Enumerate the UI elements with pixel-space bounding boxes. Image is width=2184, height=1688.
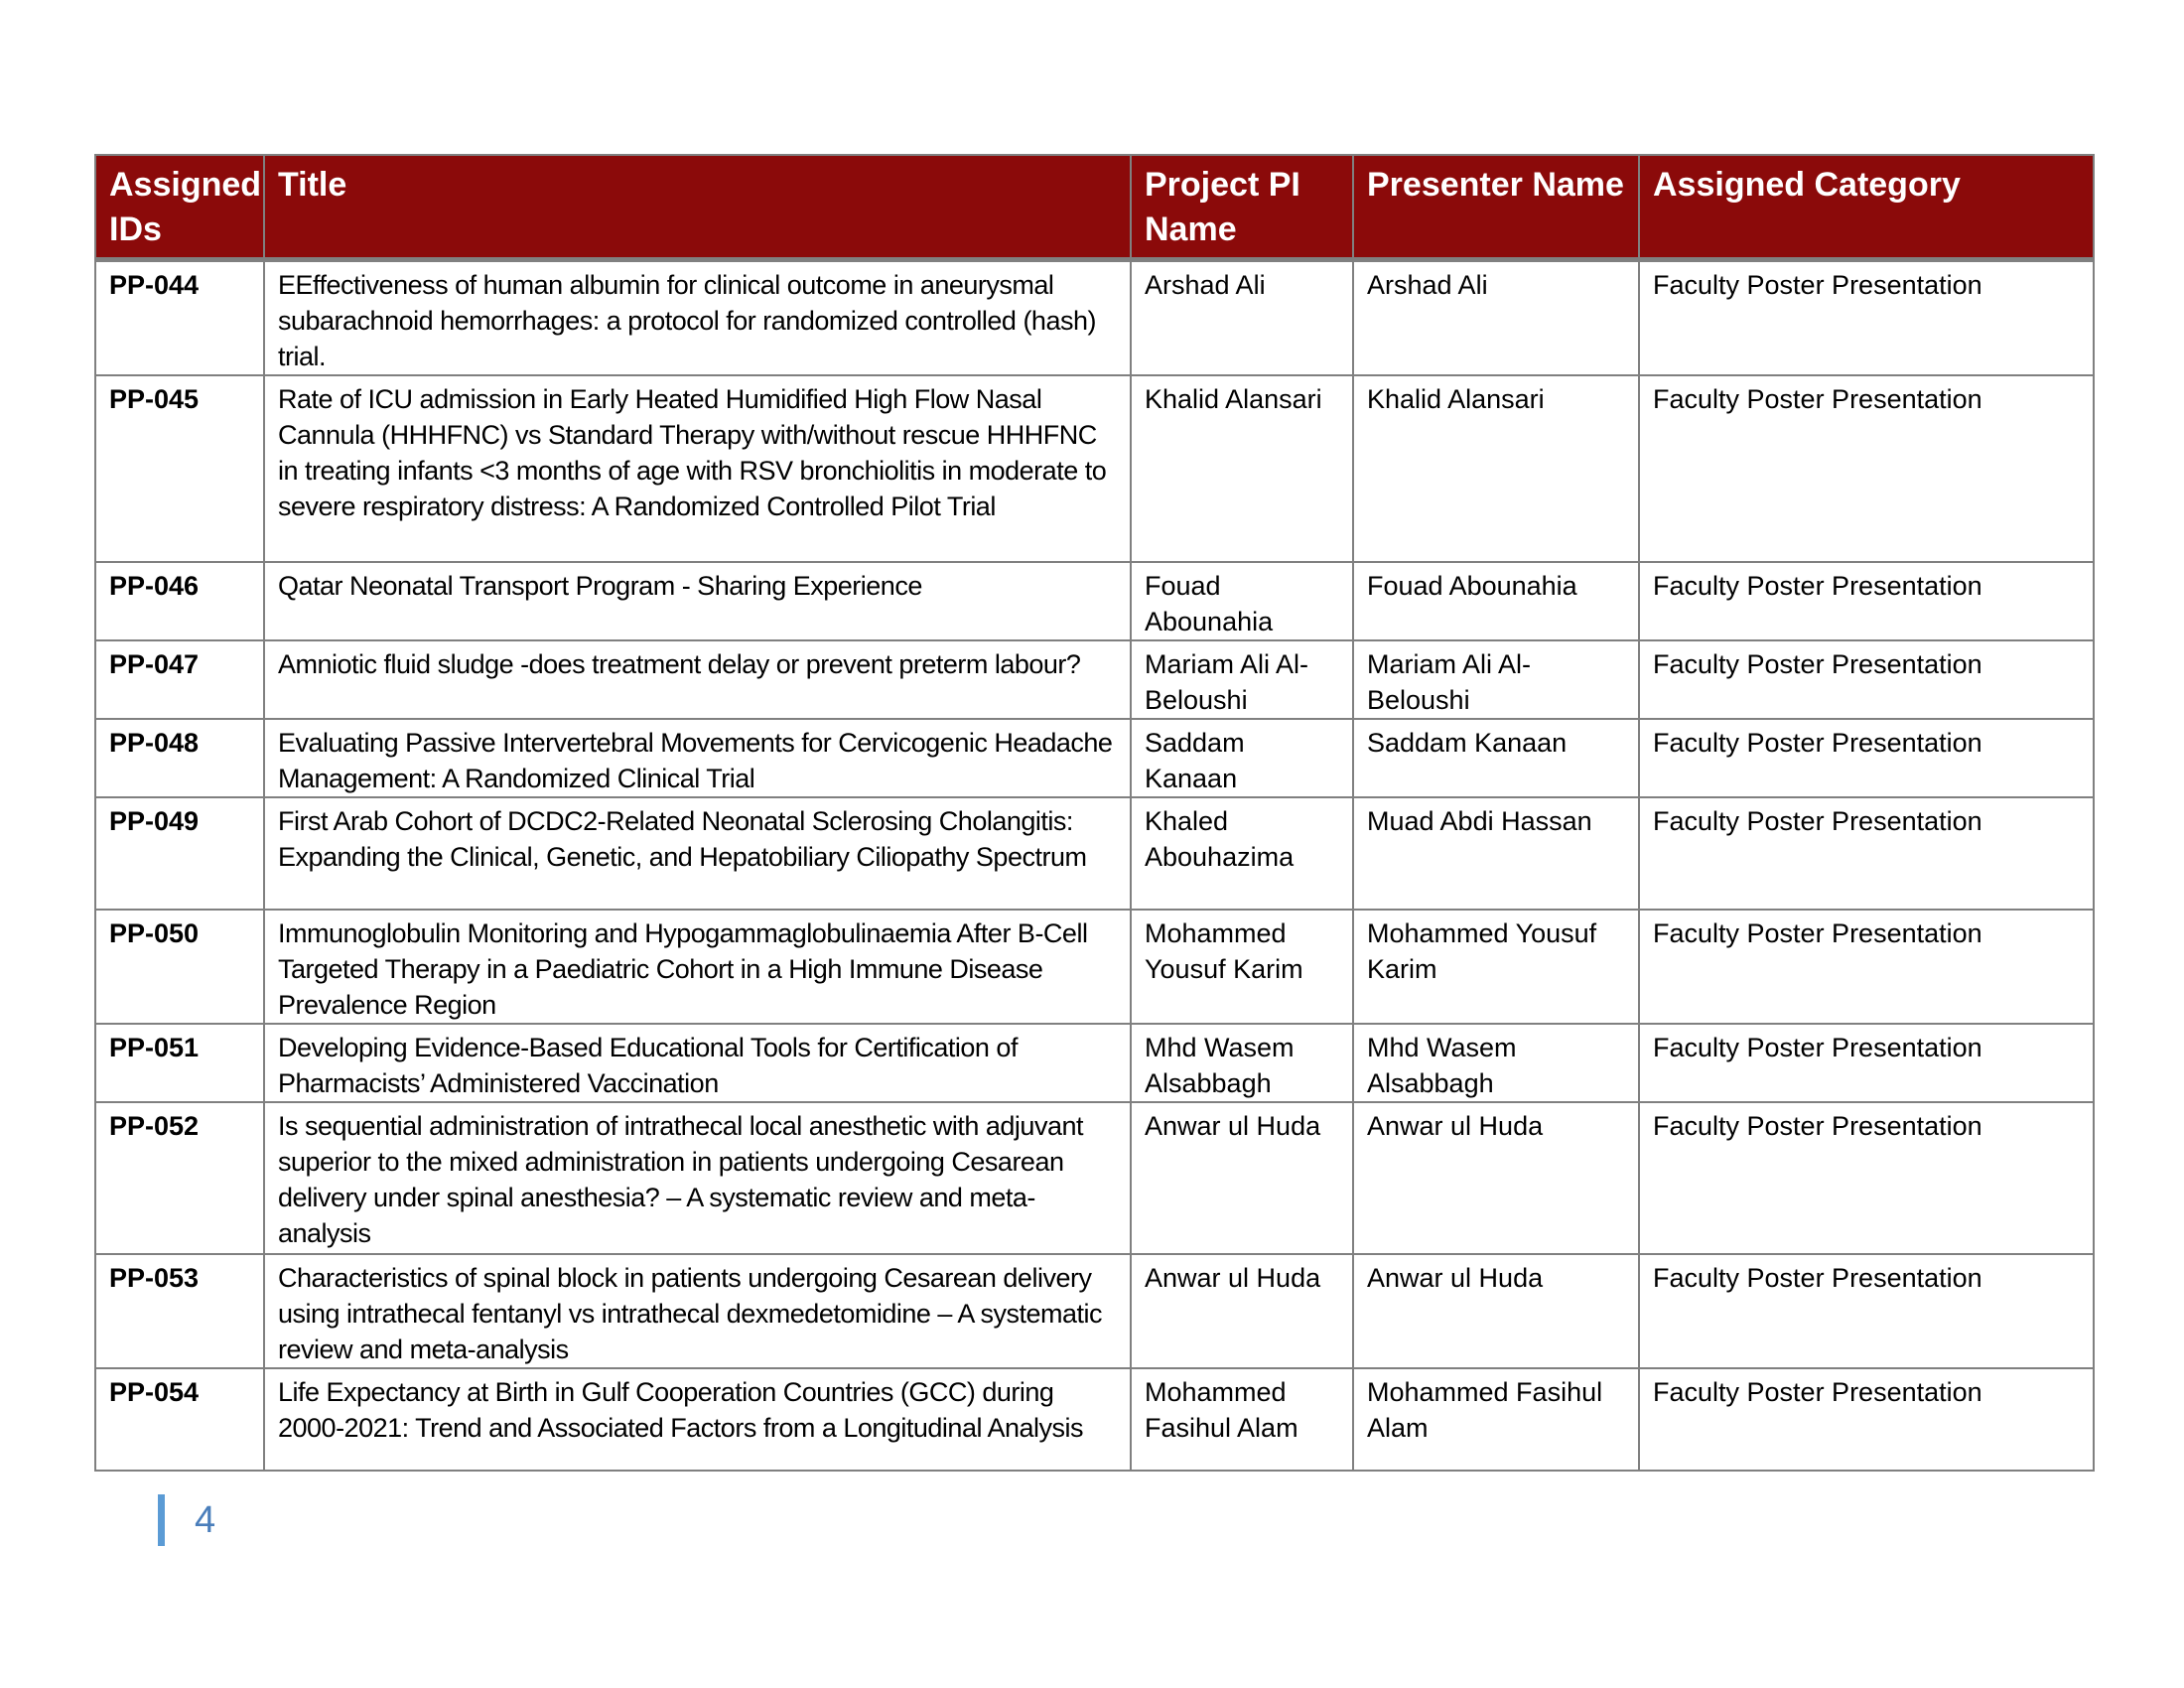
presenter-cell: Mhd Wasem Alsabbagh <box>1353 1024 1639 1102</box>
project-pi-cell: Mhd Wasem Alsabbagh <box>1131 1024 1353 1102</box>
title-cell: Life Expectancy at Birth in Gulf Cooperation Countries (GCC) during 2000-2021: Trend and Associated Factors from a Longitudinal Analysis <box>264 1368 1131 1471</box>
project-pi-cell: Arshad Ali <box>1131 260 1353 376</box>
assigned-id-cell: PP-047 <box>95 640 264 719</box>
category-cell: Faculty Poster Presentation <box>1639 375 2094 562</box>
assigned-id-cell: PP-044 <box>95 260 264 376</box>
project-pi-cell: Fouad Abounahia <box>1131 562 1353 640</box>
project-pi-cell: Mohammed Fasihul Alam <box>1131 1368 1353 1471</box>
column-header-assigned-category: Assigned Category <box>1639 155 2094 260</box>
assigned-id-cell: PP-051 <box>95 1024 264 1102</box>
category-cell: Faculty Poster Presentation <box>1639 260 2094 376</box>
project-pi-cell: Mariam Ali Al-Beloushi <box>1131 640 1353 719</box>
presenter-cell: Mariam Ali Al-Beloushi <box>1353 640 1639 719</box>
presenter-cell: Anwar ul Huda <box>1353 1254 1639 1368</box>
assigned-id-cell: PP-045 <box>95 375 264 562</box>
assigned-id-cell: PP-054 <box>95 1368 264 1471</box>
project-pi-cell: Anwar ul Huda <box>1131 1102 1353 1254</box>
assigned-id-cell: PP-050 <box>95 910 264 1024</box>
presenter-cell: Anwar ul Huda <box>1353 1102 1639 1254</box>
column-header-presenter-name: Presenter Name <box>1353 155 1639 260</box>
title-cell: Immunoglobulin Monitoring and Hypogammaglobulinaemia After B-Cell Targeted Therapy in a Paediatric Cohort in a High Immune Disease Prevalence Region <box>264 910 1131 1024</box>
category-cell: Faculty Poster Presentation <box>1639 1254 2094 1368</box>
table-row <box>95 375 2094 562</box>
table-row <box>95 260 2094 376</box>
project-pi-cell: Mohammed Yousuf Karim <box>1131 910 1353 1024</box>
category-cell: Faculty Poster Presentation <box>1639 797 2094 910</box>
presenter-cell: Muad Abdi Hassan <box>1353 797 1639 910</box>
project-pi-cell: Khaled Abouhazima <box>1131 797 1353 910</box>
column-header-assigned-ids: Assigned IDs <box>95 155 264 260</box>
presenter-cell: Khalid Alansari <box>1353 375 1639 562</box>
presenter-cell: Mohammed Fasihul Alam <box>1353 1368 1639 1471</box>
category-cell: Faculty Poster Presentation <box>1639 1368 2094 1471</box>
assigned-id-cell: PP-052 <box>95 1102 264 1254</box>
presenter-cell: Mohammed Yousuf Karim <box>1353 910 1639 1024</box>
column-header-project-pi-name: Project PI Name <box>1131 155 1353 260</box>
title-cell: Amniotic fluid sludge -does treatment delay or prevent preterm labour? <box>264 640 1131 719</box>
project-pi-cell: Saddam Kanaan <box>1131 719 1353 797</box>
table-row <box>95 1024 2094 1102</box>
title-cell: Characteristics of spinal block in patients undergoing Cesarean delivery using intrathecal fentanyl vs intrathecal dexmedetomidine – A systematic review and meta-analysis <box>264 1254 1131 1368</box>
presentation-schedule-table <box>94 154 2095 1472</box>
table-header-row <box>95 155 2094 260</box>
title-cell: Is sequential administration of intrathecal local anesthetic with adjuvant superior to the mixed administration in patients undergoing Cesarean delivery under spinal anesthesia? – A systematic review and meta-analysis <box>264 1102 1131 1254</box>
table-row <box>95 797 2094 910</box>
project-pi-cell: Khalid Alansari <box>1131 375 1353 562</box>
title-cell: Developing Evidence-Based Educational Tools for Certification of Pharmacists’ Administered Vaccination <box>264 1024 1131 1102</box>
category-cell: Faculty Poster Presentation <box>1639 640 2094 719</box>
presenter-cell: Fouad Abounahia <box>1353 562 1639 640</box>
footer-accent-bar <box>158 1494 165 1546</box>
table-row <box>95 1368 2094 1471</box>
assigned-id-cell: PP-048 <box>95 719 264 797</box>
presenter-cell: Saddam Kanaan <box>1353 719 1639 797</box>
assigned-id-cell: PP-053 <box>95 1254 264 1368</box>
assigned-id-cell: PP-046 <box>95 562 264 640</box>
table-row <box>95 719 2094 797</box>
title-cell: Qatar Neonatal Transport Program - Sharing Experience <box>264 562 1131 640</box>
category-cell: Faculty Poster Presentation <box>1639 1024 2094 1102</box>
table-row <box>95 640 2094 719</box>
category-cell: Faculty Poster Presentation <box>1639 719 2094 797</box>
table-row <box>95 562 2094 640</box>
title-cell: First Arab Cohort of DCDC2-Related Neonatal Sclerosing Cholangitis: Expanding the Clinical, Genetic, and Hepatobiliary Ciliopathy Spectrum <box>264 797 1131 910</box>
title-cell: Rate of ICU admission in Early Heated Humidified High Flow Nasal Cannula (HHHFNC) vs Standard Therapy with/without rescue HHHFNC in treating infants <3 months of age with RSV bronchiolitis in moderate to severe respiratory distress: A Randomized Controlled Pilot Trial <box>264 375 1131 562</box>
category-cell: Faculty Poster Presentation <box>1639 562 2094 640</box>
page-footer <box>158 1494 215 1546</box>
category-cell: Faculty Poster Presentation <box>1639 1102 2094 1254</box>
assigned-id-cell: PP-049 <box>95 797 264 910</box>
table-row <box>95 1254 2094 1368</box>
table-row <box>95 910 2094 1024</box>
title-cell: EEffectiveness of human albumin for clinical outcome in aneurysmal subarachnoid hemorrhages: a protocol for randomized controlled (hash) trial. <box>264 260 1131 376</box>
page-number: 4 <box>195 1499 216 1541</box>
column-header-title: Title <box>264 155 1131 260</box>
category-cell: Faculty Poster Presentation <box>1639 910 2094 1024</box>
title-cell: Evaluating Passive Intervertebral Movements for Cervicogenic Headache Management: A Randomized Clinical Trial <box>264 719 1131 797</box>
presenter-cell: Arshad Ali <box>1353 260 1639 376</box>
table-row <box>95 1102 2094 1254</box>
project-pi-cell: Anwar ul Huda <box>1131 1254 1353 1368</box>
